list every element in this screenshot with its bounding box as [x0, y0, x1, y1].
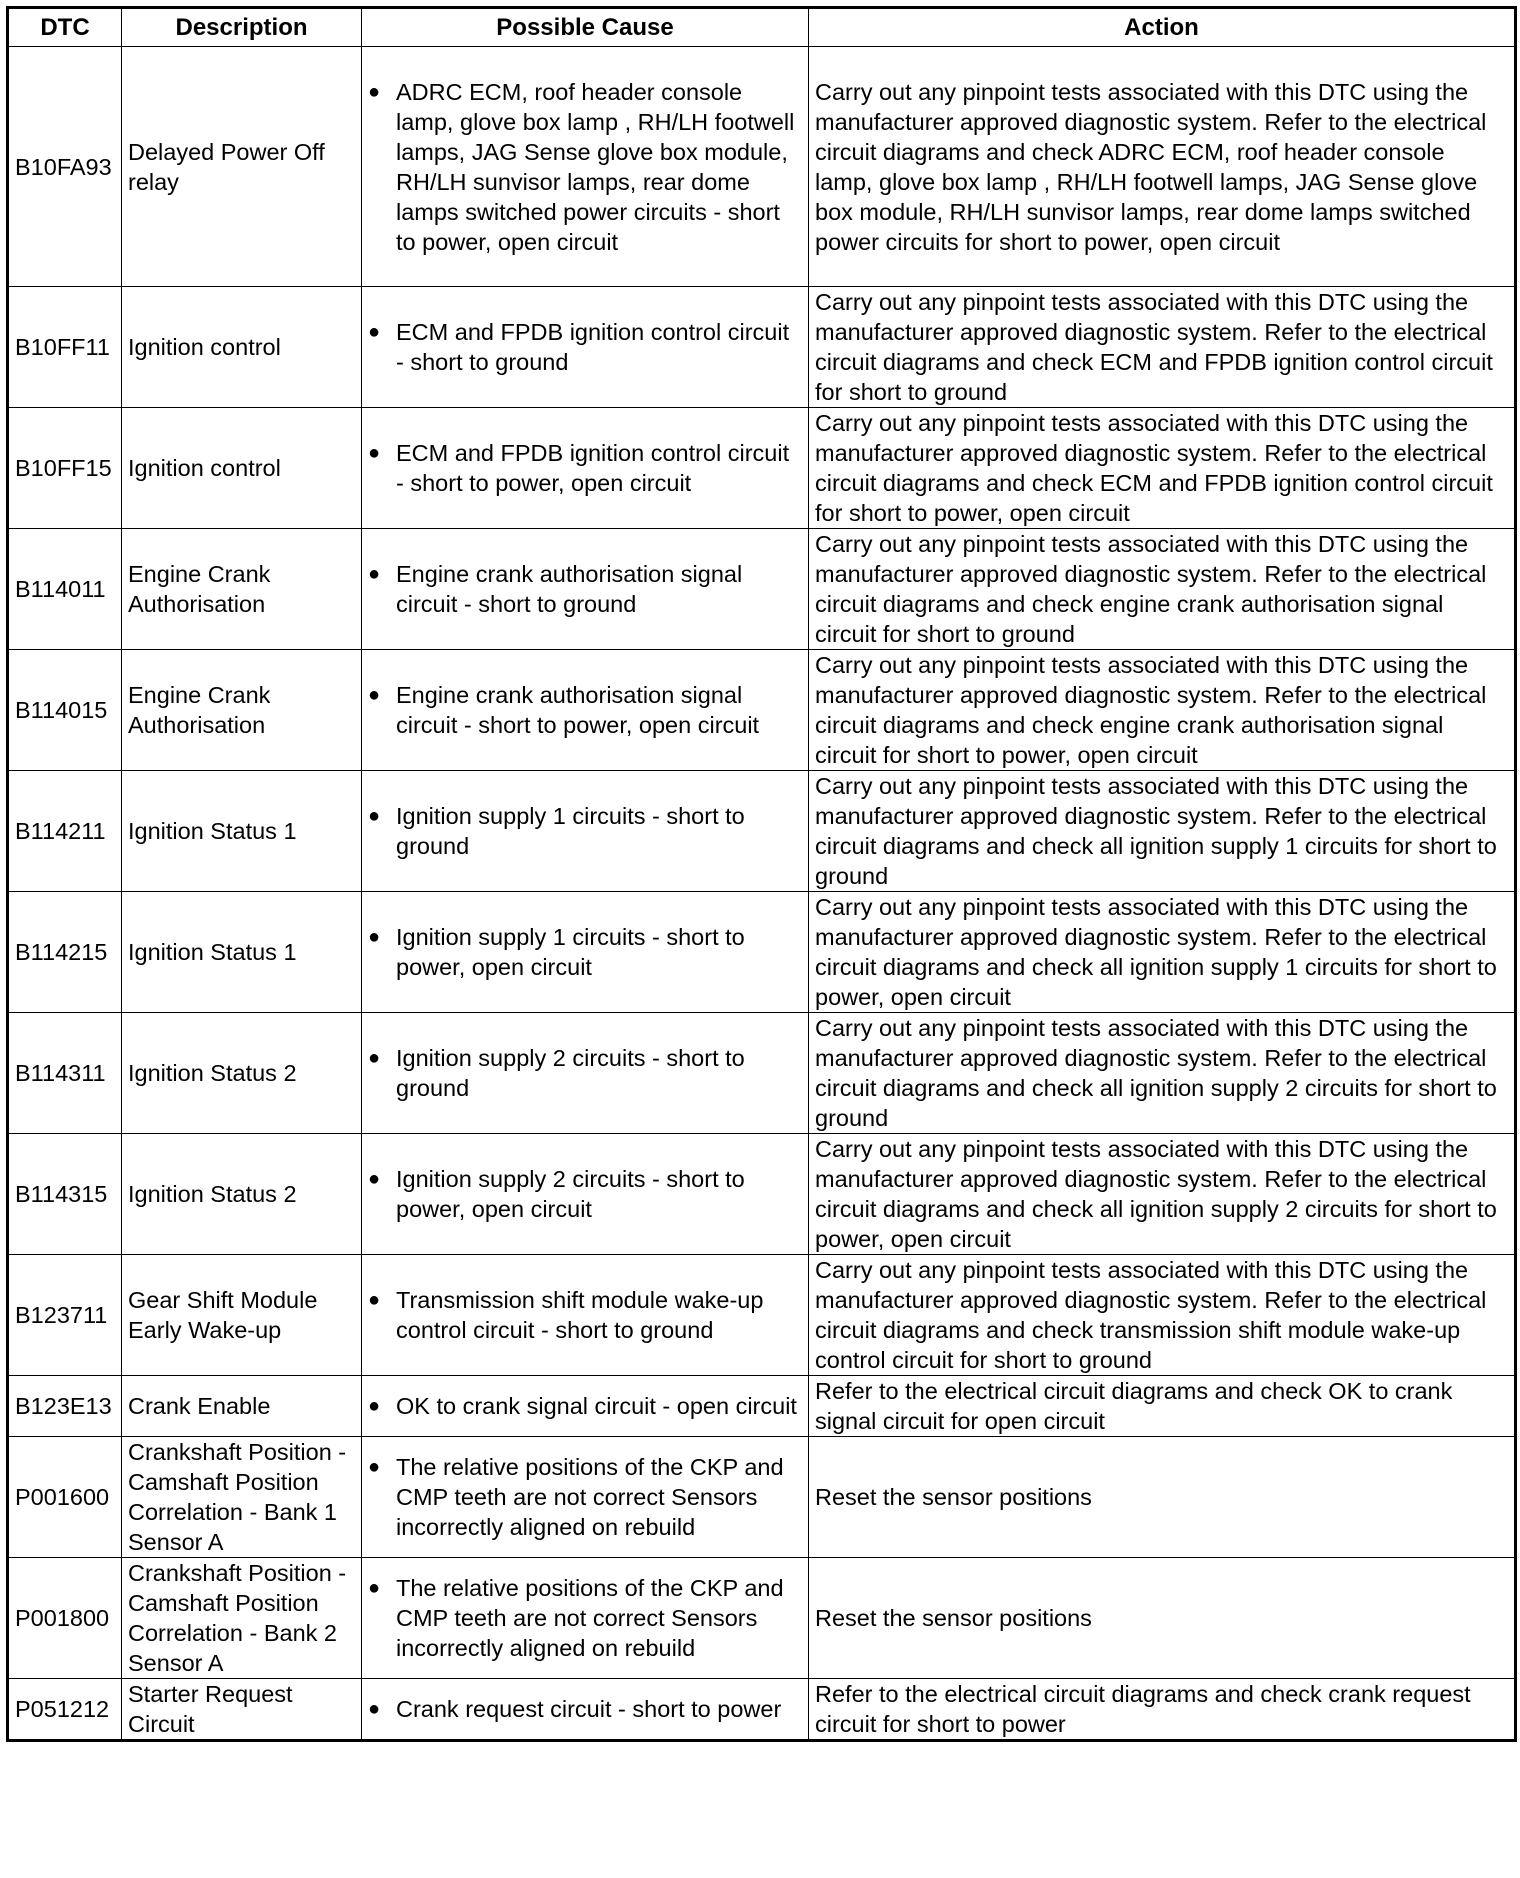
description-cell: Starter Request Circuit	[122, 1679, 362, 1741]
possible-cause-cell	[362, 47, 809, 287]
bullet-icon: ●	[368, 442, 381, 464]
dtc-code-cell: B114211	[8, 771, 122, 892]
possible-cause-text: ECM and FPDB ignition control circuit - short to power, open circuit	[396, 440, 790, 496]
table-row	[8, 1679, 1516, 1741]
possible-cause-text: The relative positions of the CKP and CMP teeth are not correct Sensors incorrectly aligned on rebuild	[396, 1575, 784, 1661]
bullet-icon: ●	[368, 80, 381, 103]
dtc-code-cell: B114311	[8, 1013, 122, 1134]
possible-cause-text: Ignition supply 2 circuits - short to ground	[396, 1045, 745, 1101]
table-row	[8, 771, 1516, 892]
description-cell: Engine Crank Authorisation	[122, 529, 362, 650]
description-cell: Gear Shift Module Early Wake-up	[122, 1255, 362, 1376]
possible-cause-cell	[362, 1437, 809, 1558]
possible-cause-cell	[362, 650, 809, 771]
table-row	[8, 1376, 1516, 1437]
dtc-code-cell: B10FA93	[8, 47, 122, 287]
possible-cause-text: ADRC ECM, roof header console lamp, glove box lamp , RH/LH footwell lamps, JAG Sense glove box module, RH/LH sunvisor lamps, rear dome lamps switched power circuits - short to power, open circuit	[396, 78, 795, 255]
action-cell: Carry out any pinpoint tests associated with this DTC using the manufacturer approved diagnostic system. Refer to the electrical circuit diagrams and check all ignition supply 1 circuits for short to ground	[809, 771, 1516, 892]
action-cell: Reset the sensor positions	[809, 1437, 1516, 1558]
action-cell: Carry out any pinpoint tests associated with this DTC using the manufacturer approved diagnostic system. Refer to the electrical circuit diagrams and check all ignition supply 2 circuits for short to ground	[809, 1013, 1516, 1134]
possible-cause-text: ECM and FPDB ignition control circuit - short to ground	[396, 319, 790, 375]
action-cell: Refer to the electrical circuit diagrams and check OK to crank signal circuit for open circuit	[809, 1376, 1516, 1437]
bullet-icon: ●	[368, 1047, 381, 1069]
bullet-icon: ●	[368, 1577, 381, 1599]
bullet-icon: ●	[368, 1698, 381, 1720]
possible-cause-cell	[362, 287, 809, 408]
action-cell: Carry out any pinpoint tests associated with this DTC using the manufacturer approved diagnostic system. Refer to the electrical circuit diagrams and check engine crank authorisation signal circuit for short to ground	[809, 529, 1516, 650]
bullet-icon: ●	[368, 1289, 381, 1311]
bullet-icon: ●	[368, 1456, 381, 1478]
table-row	[8, 1558, 1516, 1679]
possible-cause-cell	[362, 1376, 809, 1437]
description-cell: Engine Crank Authorisation	[122, 650, 362, 771]
dtc-code-cell: B114015	[8, 650, 122, 771]
header-action: Action	[809, 8, 1516, 47]
bullet-icon: ●	[368, 563, 381, 585]
description-cell: Ignition Status 2	[122, 1013, 362, 1134]
description-cell: Ignition Status 1	[122, 771, 362, 892]
table-row	[8, 650, 1516, 771]
possible-cause-text: Ignition supply 1 circuits - short to power, open circuit	[396, 924, 745, 980]
header-description: Description	[122, 8, 362, 47]
possible-cause-cell	[362, 771, 809, 892]
possible-cause-text: Engine crank authorisation signal circuit - short to ground	[396, 561, 743, 617]
description-cell: Ignition Status 1	[122, 892, 362, 1013]
action-cell: Carry out any pinpoint tests associated with this DTC using the manufacturer approved diagnostic system. Refer to the electrical circuit diagrams and check all ignition supply 2 circuits for short to power, open circuit	[809, 1134, 1516, 1255]
table-row	[8, 408, 1516, 529]
description-cell: Crankshaft Position - Camshaft Position Correlation - Bank 2 Sensor A	[122, 1558, 362, 1679]
table-row	[8, 1134, 1516, 1255]
dtc-code-cell: P001800	[8, 1558, 122, 1679]
description-cell: Crankshaft Position - Camshaft Position Correlation - Bank 1 Sensor A	[122, 1437, 362, 1558]
dtc-code-cell: B114011	[8, 529, 122, 650]
bullet-icon: ●	[368, 321, 381, 343]
bullet-icon: ●	[368, 1395, 381, 1417]
dtc-code-cell: P051212	[8, 1679, 122, 1741]
table-row	[8, 1437, 1516, 1558]
dtc-code-cell: B114215	[8, 892, 122, 1013]
dtc-code-cell: B123E13	[8, 1376, 122, 1437]
possible-cause-text: OK to crank signal circuit - open circuit	[396, 1393, 797, 1419]
action-cell: Reset the sensor positions	[809, 1558, 1516, 1679]
action-cell: Carry out any pinpoint tests associated with this DTC using the manufacturer approved diagnostic system. Refer to the electrical circuit diagrams and check ECM and FPDB ignition control circuit for short to ground	[809, 287, 1516, 408]
dtc-code-cell: B114315	[8, 1134, 122, 1255]
header-row	[8, 8, 1516, 47]
dtc-code-cell: P001600	[8, 1437, 122, 1558]
description-cell: Ignition control	[122, 408, 362, 529]
bullet-icon: ●	[368, 684, 381, 706]
table-row	[8, 47, 1516, 287]
action-cell: Carry out any pinpoint tests associated with this DTC using the manufacturer approved diagnostic system. Refer to the electrical circuit diagrams and check ECM and FPDB ignition control circuit for short to power, open circuit	[809, 408, 1516, 529]
possible-cause-cell	[362, 892, 809, 1013]
possible-cause-cell	[362, 1558, 809, 1679]
table-row	[8, 1255, 1516, 1376]
possible-cause-text: Ignition supply 1 circuits - short to ground	[396, 803, 745, 859]
table-row	[8, 287, 1516, 408]
bullet-icon: ●	[368, 926, 381, 948]
description-cell: Ignition control	[122, 287, 362, 408]
possible-cause-cell	[362, 1013, 809, 1134]
description-cell: Delayed Power Off relay	[122, 47, 362, 287]
dtc-table	[6, 6, 1517, 1742]
header-dtc: DTC	[8, 8, 122, 47]
possible-cause-text: Crank request circuit - short to power	[396, 1696, 782, 1722]
possible-cause-text: Transmission shift module wake-up control circuit - short to ground	[396, 1287, 764, 1343]
table-row	[8, 1013, 1516, 1134]
action-cell: Carry out any pinpoint tests associated with this DTC using the manufacturer approved diagnostic system. Refer to the electrical circuit diagrams and check transmission shift module wake-up control circuit for short to ground	[809, 1255, 1516, 1376]
dtc-code-cell: B10FF11	[8, 287, 122, 408]
header-possible-cause: Possible Cause	[362, 8, 809, 47]
possible-cause-cell	[362, 1679, 809, 1741]
action-cell: Carry out any pinpoint tests associated with this DTC using the manufacturer approved diagnostic system. Refer to the electrical circuit diagrams and check engine crank authorisation signal circuit for short to power, open circuit	[809, 650, 1516, 771]
table-row	[8, 892, 1516, 1013]
description-cell: Crank Enable	[122, 1376, 362, 1437]
possible-cause-text: The relative positions of the CKP and CMP teeth are not correct Sensors incorrectly aligned on rebuild	[396, 1454, 784, 1540]
possible-cause-cell	[362, 1255, 809, 1376]
action-cell: Carry out any pinpoint tests associated with this DTC using the manufacturer approved diagnostic system. Refer to the electrical circuit diagrams and check ADRC ECM, roof header console lamp, glove box lamp , RH/LH footwell lamps, JAG Sense glove box module, RH/LH sunvisor lamps, rear dome lamps switched power circuits for short to power, open circuit	[809, 47, 1516, 287]
action-cell: Refer to the electrical circuit diagrams and check crank request circuit for short to power	[809, 1679, 1516, 1741]
description-cell: Ignition Status 2	[122, 1134, 362, 1255]
possible-cause-cell	[362, 529, 809, 650]
bullet-icon: ●	[368, 805, 381, 827]
possible-cause-cell	[362, 1134, 809, 1255]
table-row	[8, 529, 1516, 650]
dtc-code-cell: B10FF15	[8, 408, 122, 529]
possible-cause-text: Engine crank authorisation signal circuit - short to power, open circuit	[396, 682, 760, 738]
bullet-icon: ●	[368, 1168, 381, 1190]
possible-cause-text: Ignition supply 2 circuits - short to power, open circuit	[396, 1166, 745, 1222]
action-cell: Carry out any pinpoint tests associated with this DTC using the manufacturer approved diagnostic system. Refer to the electrical circuit diagrams and check all ignition supply 1 circuits for short to power, open circuit	[809, 892, 1516, 1013]
dtc-code-cell: B123711	[8, 1255, 122, 1376]
possible-cause-cell	[362, 408, 809, 529]
